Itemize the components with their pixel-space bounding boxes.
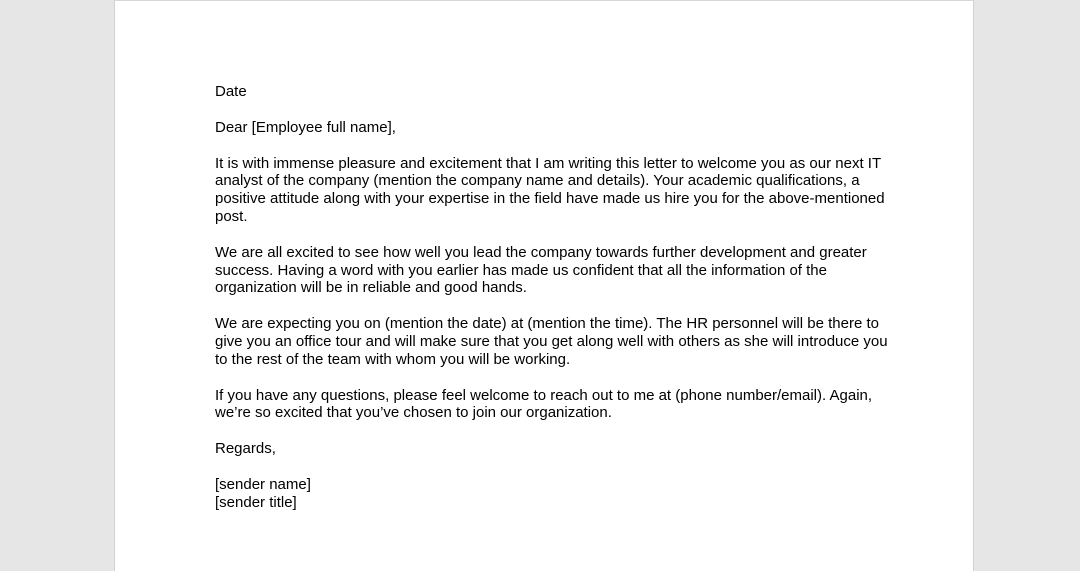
sender-name: [sender name] xyxy=(215,475,311,493)
letter-signature xyxy=(215,476,895,512)
sender-title: [sender title] xyxy=(215,493,297,511)
letter-paragraph-3: We are expecting you on (mention the date) at (mention the time). The HR personnel will be there to give you an office tour and will make sure that you get along well with others as she will introduce you to the rest of the team with whom you will be working. xyxy=(215,315,888,368)
letter-paragraph-1: It is with immense pleasure and excitement that I am writing this letter to welcome you as our next IT analyst of the company (mention the company name and details). Your academic qualifications, a positive attitude along with your expertise in the field have made us hire you for the above-mentioned post. xyxy=(215,154,885,225)
letter-paragraph-2: We are all excited to see how well you lead the company towards further development and greater success. Having a word with you earlier has made us confident that all the information of the organization will be in reliable and good hands. xyxy=(215,243,867,297)
document-page xyxy=(114,0,974,571)
letter-salutation: Dear [Employee full name], xyxy=(215,118,396,136)
letter-date: Date xyxy=(215,83,247,100)
page-top-edge xyxy=(115,0,973,1)
letter-closing: Regards, xyxy=(215,440,276,458)
letter-body xyxy=(215,83,895,512)
letter-paragraph-4: If you have any questions, please feel welcome to reach out to me at (phone number/email). Again, we’re so excited that you’ve chosen to join our organization. xyxy=(215,386,873,422)
